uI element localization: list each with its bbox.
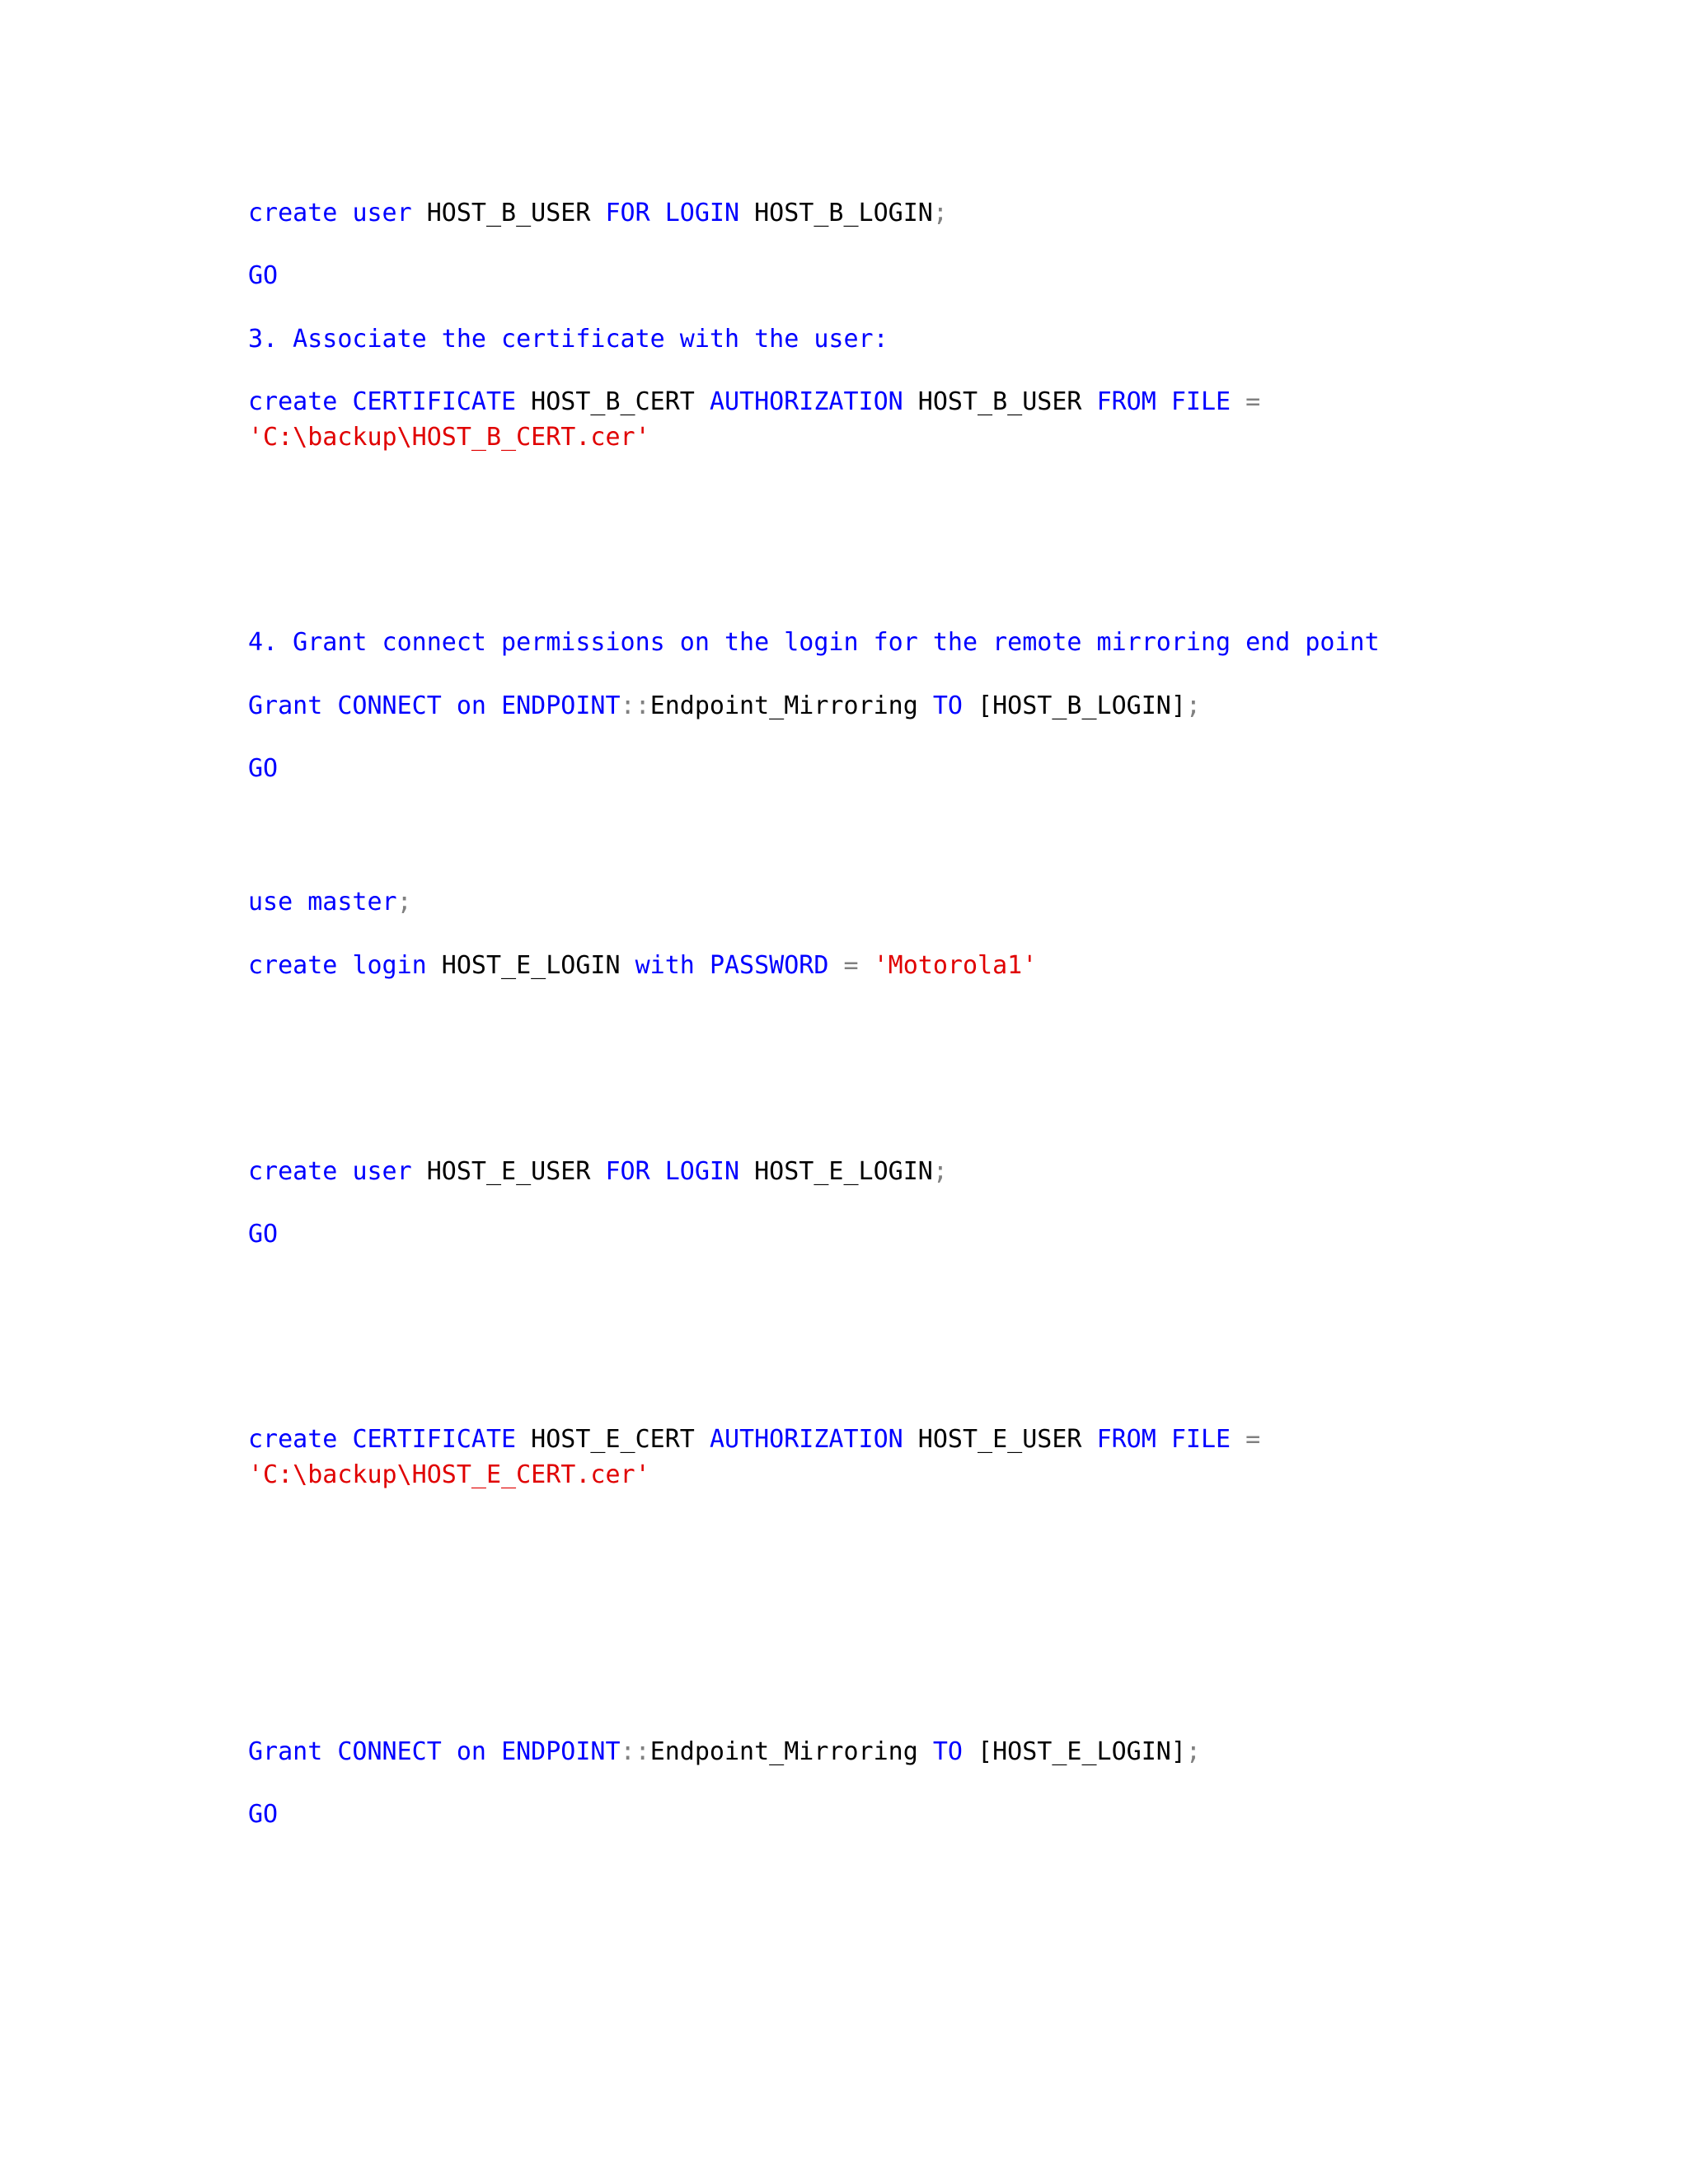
keyword-create: create: [248, 1157, 338, 1186]
keyword-to: TO: [932, 691, 963, 720]
step-3-heading: [248, 322, 889, 357]
keyword-file: FILE: [1170, 387, 1231, 416]
space: [293, 888, 307, 916]
keyword-go: GO: [248, 1800, 279, 1829]
sql-cert-path-host-e: [248, 1458, 650, 1493]
keyword-master: master: [307, 888, 397, 916]
sql-create-user-host-e: [248, 1155, 948, 1189]
sql-grant-connect-host-e: [248, 1735, 1201, 1769]
space: [337, 951, 352, 980]
keyword-for: FOR: [605, 199, 650, 227]
identifier-user-name: HOST_B_USER: [411, 199, 606, 227]
keyword-create: create: [248, 951, 338, 980]
equals-operator: =: [1231, 1425, 1261, 1454]
keyword-create: create: [248, 387, 338, 416]
semicolon: ;: [396, 888, 412, 916]
keyword-create: create: [248, 1425, 338, 1454]
sql-create-user-host-b: [248, 196, 948, 231]
keyword-login: LOGIN: [664, 199, 740, 227]
keyword-go: GO: [248, 261, 279, 290]
semicolon: ;: [1185, 691, 1201, 720]
keyword-file: FILE: [1170, 1425, 1231, 1454]
keyword-on: on: [456, 691, 486, 720]
identifier-login-name: HOST_B_LOGIN: [739, 199, 933, 227]
keyword-certificate: CERTIFICATE: [352, 1425, 517, 1454]
semicolon: ;: [932, 199, 948, 227]
keyword-certificate: CERTIFICATE: [352, 387, 517, 416]
keyword-from: FROM: [1096, 1425, 1156, 1454]
space: [322, 691, 337, 720]
sql-go-2: [248, 752, 278, 786]
string-file-path: 'C:\backup\HOST_E_CERT.cer': [248, 1460, 650, 1489]
keyword-connect: CONNECT: [337, 1737, 442, 1766]
space: [442, 691, 457, 720]
keyword-password: PASSWORD: [709, 951, 829, 980]
space: [442, 1737, 457, 1766]
string-password: 'Motorola1': [873, 951, 1038, 980]
identifier-cert-name: HOST_E_CERT: [516, 1425, 710, 1454]
keyword-create: create: [248, 199, 338, 227]
step-4-heading: [248, 626, 1380, 660]
step-text: 4. Grant connect permissions on the login for the remote mirroring end point: [248, 628, 1380, 657]
keyword-user: user: [352, 1157, 412, 1186]
identifier-endpoint-name: Endpoint_Mirroring: [649, 691, 933, 720]
space: [322, 1737, 337, 1766]
space: [337, 199, 352, 227]
keyword-go: GO: [248, 754, 279, 783]
equals-operator: =: [828, 951, 874, 980]
identifier-user-name: HOST_E_USER: [903, 1425, 1097, 1454]
identifier-login-name: [HOST_E_LOGIN]: [962, 1737, 1186, 1766]
sql-go-1: [248, 259, 278, 293]
keyword-login: login: [352, 951, 427, 980]
scope-operator: ::: [620, 1737, 650, 1766]
sql-use-master: [248, 885, 412, 920]
identifier-cert-name: HOST_B_CERT: [516, 387, 710, 416]
keyword-for: FOR: [605, 1157, 650, 1186]
space: [337, 1425, 352, 1454]
space: [486, 1737, 501, 1766]
identifier-endpoint-name: Endpoint_Mirroring: [649, 1737, 933, 1766]
semicolon: ;: [932, 1157, 948, 1186]
space: [650, 1157, 665, 1186]
sql-create-certificate-host-b: [248, 385, 1260, 419]
keyword-connect: CONNECT: [337, 691, 442, 720]
keyword-login: LOGIN: [664, 1157, 740, 1186]
space: [650, 199, 665, 227]
identifier-login-name: [HOST_B_LOGIN]: [962, 691, 1186, 720]
keyword-with: with: [635, 951, 695, 980]
semicolon: ;: [1185, 1737, 1201, 1766]
sql-grant-connect-host-b: [248, 689, 1201, 724]
sql-create-login-host-e: [248, 949, 1037, 983]
identifier-login-name: HOST_E_LOGIN: [426, 951, 635, 980]
space: [486, 691, 501, 720]
space: [695, 951, 710, 980]
sql-go-3: [248, 1217, 278, 1252]
identifier-user-name: HOST_B_USER: [903, 387, 1097, 416]
keyword-from: FROM: [1096, 387, 1156, 416]
keyword-to: TO: [932, 1737, 963, 1766]
keyword-on: on: [456, 1737, 486, 1766]
sql-go-4: [248, 1797, 278, 1832]
string-file-path: 'C:\backup\HOST_B_CERT.cer': [248, 423, 650, 452]
sql-create-certificate-host-e: [248, 1422, 1260, 1457]
sql-cert-path-host-b: [248, 420, 650, 455]
space: [1156, 1425, 1171, 1454]
equals-operator: =: [1231, 387, 1261, 416]
keyword-use: use: [248, 888, 293, 916]
keyword-endpoint: ENDPOINT: [501, 691, 621, 720]
space: [337, 387, 352, 416]
keyword-user: user: [352, 199, 412, 227]
identifier-user-name: HOST_E_USER: [411, 1157, 606, 1186]
space: [337, 1157, 352, 1186]
keyword-authorization: AUTHORIZATION: [709, 1425, 903, 1454]
scope-operator: ::: [620, 691, 650, 720]
identifier-login-name: HOST_E_LOGIN: [739, 1157, 933, 1186]
keyword-go: GO: [248, 1220, 279, 1249]
keyword-authorization: AUTHORIZATION: [709, 387, 903, 416]
keyword-endpoint: ENDPOINT: [501, 1737, 621, 1766]
keyword-grant: Grant: [248, 691, 323, 720]
space: [1156, 387, 1171, 416]
keyword-grant: Grant: [248, 1737, 323, 1766]
step-text: 3. Associate the certificate with the user:: [248, 325, 889, 354]
